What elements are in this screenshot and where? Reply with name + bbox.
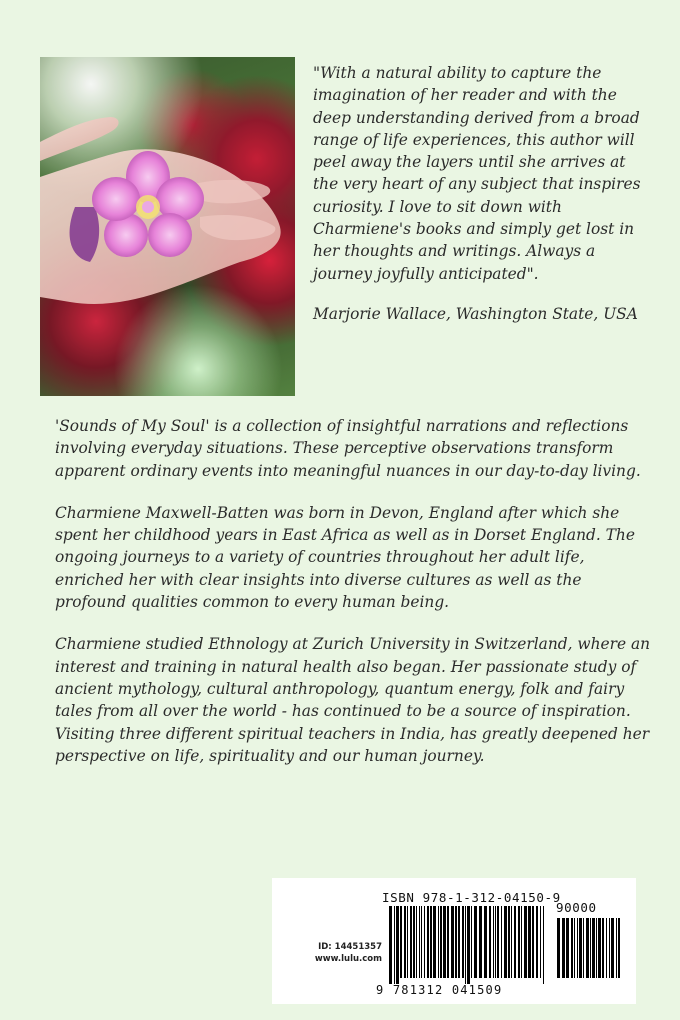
- barcode-bar: [455, 906, 457, 978]
- barcode-bar: [410, 906, 412, 978]
- barcode-panel: [272, 878, 636, 1004]
- isbn-label: ISBN 978-1-312-04150-9: [382, 890, 561, 905]
- barcode-bar: [579, 918, 582, 978]
- barcode-bar: [493, 906, 494, 978]
- barcode-bar: [462, 906, 464, 978]
- barcode-bar: [583, 918, 584, 978]
- barcode-bar: [524, 906, 527, 978]
- barcode-bar: [611, 918, 614, 978]
- lulu-id: ID: 14451357: [318, 942, 382, 952]
- barcode-bar: [586, 918, 589, 978]
- barcode-bar: [592, 918, 595, 978]
- barcode-bar: [394, 906, 395, 984]
- cover-photo: [40, 57, 295, 396]
- barcode-bar: [577, 918, 578, 978]
- barcode-bar: [467, 906, 470, 984]
- barcode-bar: [484, 906, 487, 978]
- barcode-bar: [458, 906, 460, 978]
- barcode-bar: [606, 918, 607, 978]
- barcode-bar: [521, 906, 522, 978]
- barcode-bar: [443, 906, 446, 978]
- barcode-bar: [421, 906, 422, 978]
- barcode-bar: [438, 906, 439, 978]
- barcode-bar: [528, 906, 531, 978]
- barcode-bar: [413, 906, 415, 978]
- barcode-bar: [616, 918, 617, 978]
- barcode-bar: [474, 906, 477, 978]
- barcode-bar: [518, 906, 520, 978]
- description-paragraph-1: 'Sounds of My Soul' is a collection of insightful narrations and reflections involving everyday situations. These perceptive observations transform apparent ordinary events into meaningful nuances in our day-to-day living.: [55, 417, 641, 480]
- barcode-bar: [590, 918, 591, 978]
- barcode-bar: [609, 918, 610, 978]
- barcode-bar: [532, 906, 534, 978]
- barcode-bar: [602, 918, 604, 978]
- barcode-bar: [489, 906, 491, 978]
- barcode-bar: [416, 906, 417, 978]
- barcode-bar: [511, 906, 512, 978]
- barcode-bar: [407, 906, 408, 978]
- barcode-bar: [562, 918, 565, 978]
- barcode-bar: [400, 906, 402, 978]
- barcode-bar: [618, 918, 620, 978]
- barcode-bar: [574, 918, 575, 978]
- barcode-bar: [419, 906, 420, 978]
- barcode-bar: [404, 906, 406, 978]
- barcode-bar: [471, 906, 472, 978]
- barcode-bar: [427, 906, 429, 978]
- barcode-bar: [540, 906, 541, 978]
- barcode-bar: [465, 906, 466, 984]
- author-bio-paragraph-2: Charmiene studied Ethnology at Zurich University in Switzerland, where an interest and training in natural health also began. Her passionate study of ancient mythology, cultural anthropology, quantum energy, folk and fairy tales from all over the world - has continued to be a source of inspiration. Visiting three different spiritual teachers in India, has greatly deepened her perspective on life, spirituality and our human journey.: [55, 635, 651, 765]
- quote-attribution: Marjorie Wallace, Washington State, USA: [313, 304, 638, 323]
- barcode-bar: [433, 906, 436, 978]
- barcode-bar: [543, 906, 544, 984]
- barcode-bar: [479, 906, 482, 978]
- barcode-bar: [440, 906, 442, 978]
- price-addon-barcode: [557, 918, 623, 984]
- barcode-bar: [447, 906, 449, 978]
- price-code: 90000: [556, 900, 597, 915]
- barcode-bar: [430, 906, 432, 978]
- barcode-bar: [396, 906, 399, 984]
- barcode-bar: [495, 906, 496, 978]
- lulu-url: www.lulu.com: [314, 954, 382, 964]
- barcode-bar: [596, 918, 597, 978]
- barcode-bar: [424, 906, 425, 978]
- quote-text: "With a natural ability to capture the imagination of her reader and with the deep understanding derived from a broad range of life experiences, this author will peel away the layers until she arrives at the very heart of any subject that inspires curiosity. I love to sit down with Charmiene's books and simply get lost in her thoughts and writings. Always a journey joyfully anticipated".: [313, 64, 641, 283]
- barcode-bar: [571, 918, 573, 978]
- book-description: [55, 415, 655, 787]
- isbn-digits: 9 781312 041509: [376, 983, 503, 997]
- author-bio-paragraph-1: Charmiene Maxwell-Batten was born in Devon, England after which she spent her childhood years in East Africa as well as in Dorset England. The ongoing journeys to a variety of countries throughout her adult life, enriched her with clear insights into diverse cultures as well as the profound qualities common to every human being.: [55, 503, 635, 612]
- hand-holding-flower-image: [40, 57, 295, 396]
- testimonial-quote: [313, 62, 643, 325]
- barcode-bar: [389, 906, 392, 984]
- barcode-bar: [508, 906, 510, 978]
- barcode-bar: [497, 906, 499, 978]
- barcode-bar: [501, 906, 502, 978]
- barcode-bar: [557, 918, 560, 978]
- isbn-barcode: [389, 906, 546, 984]
- barcode-bar: [598, 918, 601, 978]
- barcode-bar: [451, 906, 454, 978]
- barcode-bar: [504, 906, 507, 978]
- barcode-bar: [566, 918, 569, 978]
- barcode-bar: [514, 906, 516, 978]
- barcode-bar: [536, 906, 538, 978]
